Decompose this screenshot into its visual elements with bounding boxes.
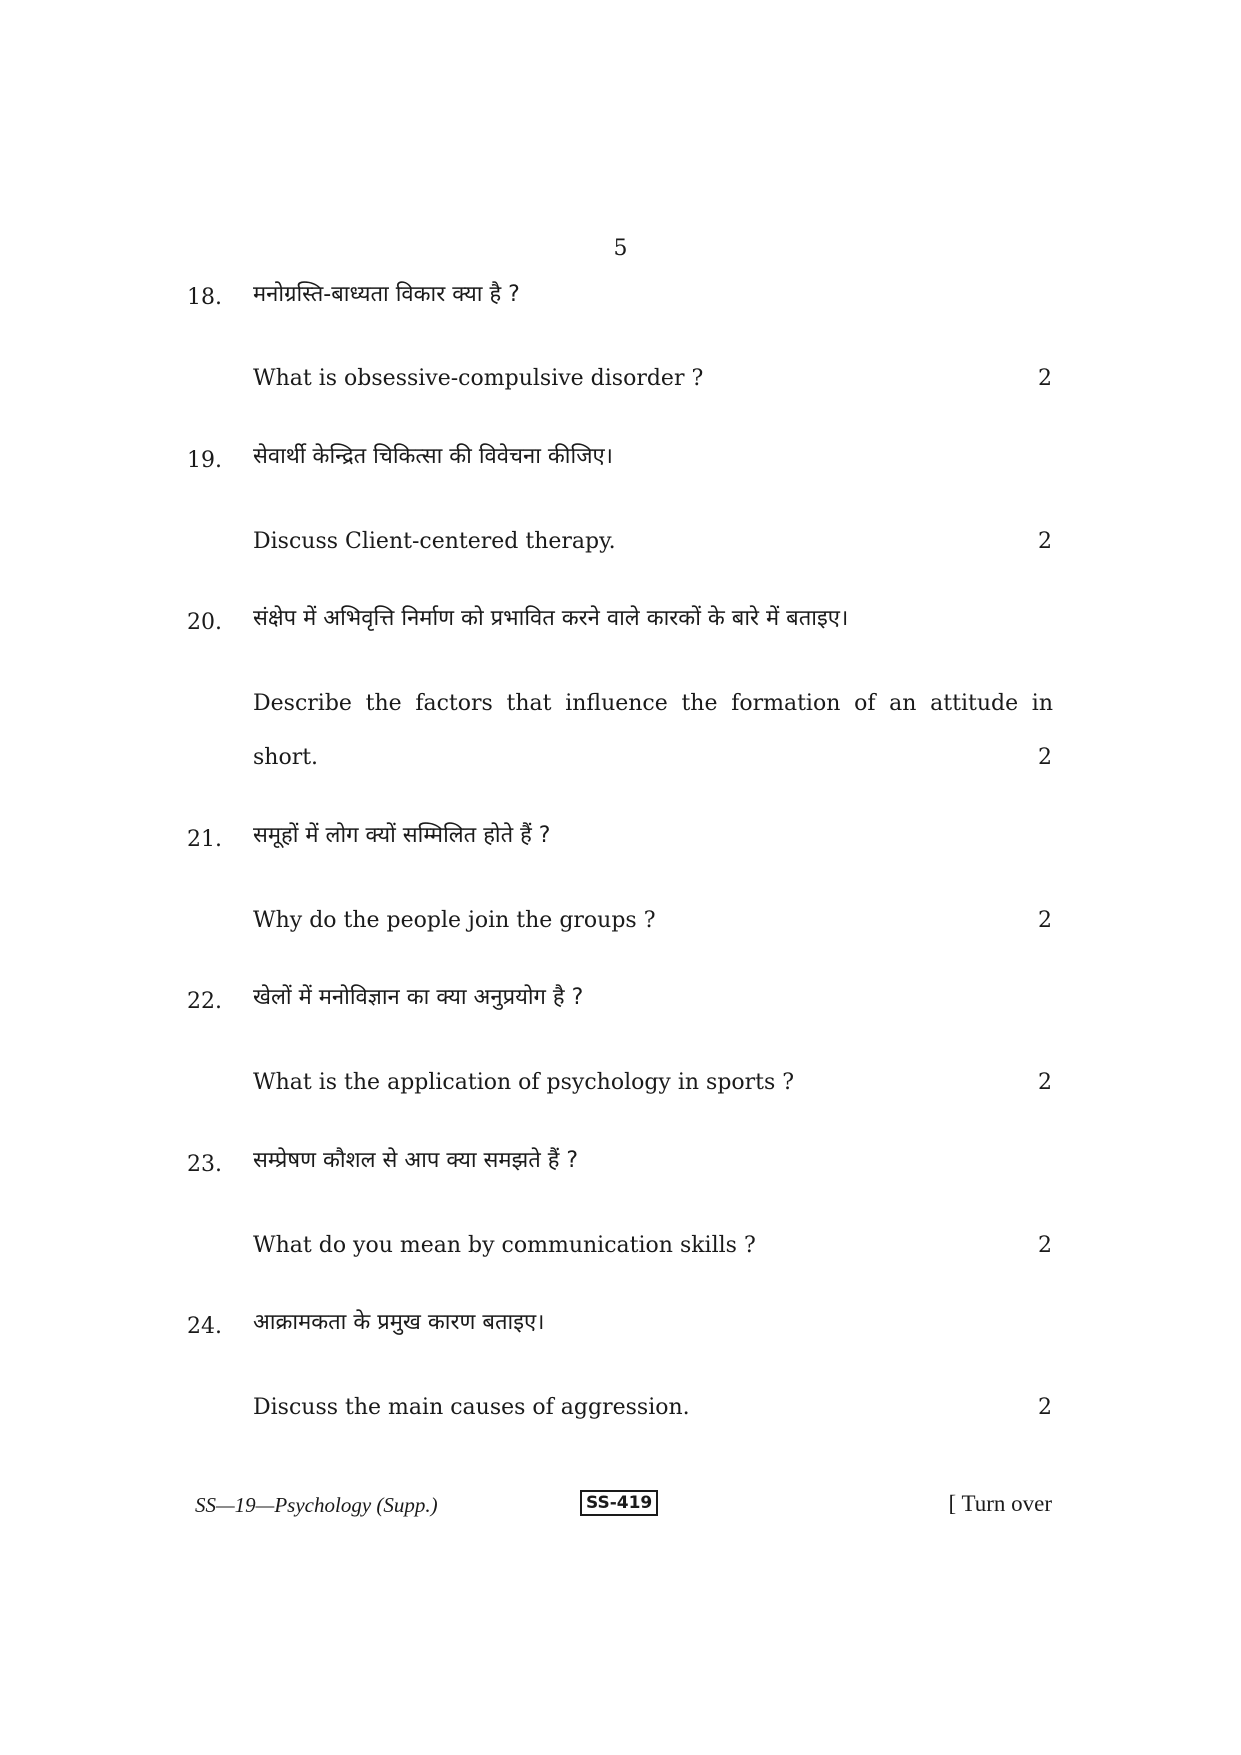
question-text-english: Discuss Client-centered therapy. <box>253 529 616 554</box>
question-text-hindi: सम्प्रेषण कौशल से आप क्या समझते हैं ? <box>253 1148 579 1173</box>
page-number: 5 <box>613 236 628 261</box>
question-text-english: What is the application of psychology in sports ? <box>253 1070 795 1095</box>
question-number: 24. <box>187 1314 222 1339</box>
question-text-english: Why do the people join the groups ? <box>253 908 656 933</box>
footer-paper-title: SS—19—Psychology (Supp.) <box>195 1493 438 1517</box>
question-marks: 2 <box>1038 366 1052 391</box>
question-marks: 2 <box>1038 1395 1052 1420</box>
question-text-english: Discuss the main causes of aggression. <box>253 1395 690 1420</box>
question-text-hindi: खेलों में मनोविज्ञान का क्या अनुप्रयोग है ? <box>253 985 584 1010</box>
question-marks: 2 <box>1038 529 1052 554</box>
question-text-hindi: मनोग्रस्ति-बाध्यता विकार क्या है ? <box>253 282 520 307</box>
question-text-english-continued: short. <box>253 745 319 770</box>
footer-paper-code: SS-419 <box>580 1490 658 1516</box>
question-number: 23. <box>187 1152 222 1177</box>
question-number: 18. <box>187 285 222 310</box>
footer-turn-over: [ Turn over <box>948 1491 1052 1516</box>
question-marks: 2 <box>1038 1233 1052 1258</box>
question-text-english: What is obsessive-compulsive disorder ? <box>253 366 704 391</box>
question-text-hindi: सेवार्थी केन्द्रित चिकित्सा की विवेचना कीजिए। <box>253 444 614 469</box>
question-marks: 2 <box>1038 745 1052 770</box>
question-number: 21. <box>187 827 222 852</box>
question-text-english: Describe the factors that influence the formation of an attitude in <box>253 691 1053 716</box>
question-number: 20. <box>187 610 222 635</box>
question-marks: 2 <box>1038 908 1052 933</box>
question-text-hindi: आक्रामकता के प्रमुख कारण बताइए। <box>253 1310 545 1335</box>
question-number: 19. <box>187 448 222 473</box>
question-number: 22. <box>187 989 222 1014</box>
question-text-english: What do you mean by communication skills ? <box>253 1233 756 1258</box>
question-marks: 2 <box>1038 1070 1052 1095</box>
question-text-hindi: संक्षेप में अभिवृत्ति निर्माण को प्रभावित करने वाले कारकों के बारे में बताइए। <box>253 606 849 631</box>
question-text-hindi: समूहों में लोग क्यों सम्मिलित होते हैं ? <box>253 823 551 848</box>
